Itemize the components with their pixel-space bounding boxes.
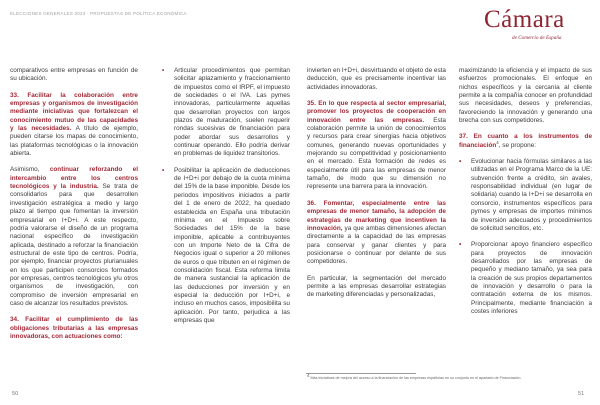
paragraph: invierten en I+D+i, desvirtuando el objeto de esta deducción, que es precisamente incentivar las actividades innovadoras. <box>307 67 446 91</box>
paragraph <box>10 166 138 308</box>
list-item <box>459 241 592 316</box>
list-item <box>459 158 592 233</box>
list-item <box>162 67 290 159</box>
paragraph: maximizando la eficiencia y el impacto de sus esfuerzos promocionales. El enfoque en nichos específicos y la cercanía al cliente permite a la compañía conocer en profundidad sus necesidades, deseos y preferencias, favoreciendo la innovación y generando una brecha con sus competidores. <box>459 67 592 125</box>
column-1 <box>10 67 138 341</box>
paragraph-36 <box>307 200 446 267</box>
paragraph: comparativos entre empresas en función de su ubicación. <box>10 67 138 83</box>
list-item-text: Evolucionar hacia fórmulas similares a las utilizadas en el Programa Marco de la UE: subvención frente a crédito, sin avales, responsabilidad individual (en lugar de solidaria) cuando la I+D+i se desarrolla en consorcio, instrumentos específicos para pymes y empresas de importes mínimos de inversión adecuados y procedimientos de solicitud sencillos, etc. <box>471 158 592 232</box>
paragraph: En particular, la segmentación del mercado permite a las empresas desarrollar estrategias de marketing diferenciadas y personalizadas, <box>307 274 446 299</box>
text-run: , se propone: <box>498 141 537 149</box>
column-3 <box>307 67 446 300</box>
proposal-36-heading: 36. Fomentar, especialmente entre las empresas de menor tamaño, la adopción de estrategias de marketing que incentiven la innovación, <box>307 199 446 232</box>
column-4 <box>459 67 592 324</box>
list-item <box>162 167 290 326</box>
running-header: ELECCIONES GENERALES 2023 · PROPUESTAS DE POLÍTICA ECONÓMICA <box>10 11 187 16</box>
footnote <box>307 373 597 381</box>
bullet-icon: • <box>162 166 165 174</box>
logo-subtitle: de Comercio de España <box>512 35 562 41</box>
bullet-icon: • <box>459 158 462 166</box>
list-item-text: Articular procedimientos que permitan solicitar aplazamiento y fraccionamiento de impuestos como el IRPF, el impuesto de sociedades o el IVA. Las pymes innovadoras, particularmente aquellas que desarrollan proyectos con largos plazos de maduración, suelen requerir rondas sucesivas de financiación para poder abordar sus desarrollos y continuar operando. Ello podría derivar en problemas de liquidez transitorios. <box>174 67 290 158</box>
camara-logo <box>484 6 590 44</box>
footnote-text: Más iniciativas de mejora del acceso a la financiación de las empresas españolas en su conjunto en el apartado de Financiación. <box>309 376 522 381</box>
proposal-33-heading: 33. Facilitar la colaboración entre empresas y organismos de investigación mediante iniciativas que fortalezcan el conocimiento mutuo de las capacidades y las necesidades. <box>10 91 138 133</box>
footnote-divider <box>306 373 416 374</box>
list-item-text: Posibilitar la aplicación de deducciones de I+D+i por debajo de la cuota mínima del 15% de la base imponible. Desde los periodos impositivos iniciados a partir del 1 de enero de 2022, ha quedado establecida en España una tributación mínima en el Impuesto sobre Sociedades del 15% de la base imponible, aplicable a contribuyentes con un Importe Neto de la Cifra de Negocios igual o superior a 20 millones de euros o que tributen en el régimen de consolidación fiscal. Esta reforma limita de manera sustancial la aplicación de las deducciones por inversión y en especial la deducción por I+D+i, e incluso en muchos casos, imposibilita su aplicación. Por tanto, perjudica a las empresas que <box>174 166 290 324</box>
bullet-icon: • <box>162 67 165 74</box>
footnote-ref[interactable]: 4 <box>496 139 499 145</box>
column-2 <box>162 67 290 333</box>
text-run: Se trata de consolidarlos para que desarrollen investigación estratégica a medio y largo plazo al tiempo que fomentan la inversión empresarial en I+D+i. A este respecto, podría valorarse el diseño de un programa nacional específico de investigación aplicada, destinado a reforzar la financiación estructural de este tipo de centros. Podría, por ejemplo, financiar proyectos plurianuales en los que participen consorcios formados por empresas, centros tecnológicos y/u otros organismos de investigación, con compromiso de inversión empresarial en caso de alcanzar los resultados previstos. <box>10 183 138 307</box>
proposal-36-body: ya que ambas dimensiones afectan directamente a la capacidad de las empresas para conservar y ganar clientes y para posicionarse o continuar por delante de sus competidores. <box>307 224 446 266</box>
proposal-number: 35. En lo que respecta al sector empresarial, <box>307 100 446 108</box>
paragraph-37 <box>459 133 592 150</box>
proposal-35-body: Esta colaboración permite la unión de conocimientos y recursos para crear sinergias hacia objetivos comunes, generando nuevas oportunidades y mejorando su competitividad y posicionamiento en el mercado. Esta formación de redes es especialmente útil para las empresas de menor tamaño, de modo que su dimensión no represente una barrera para la innovación. <box>307 116 446 191</box>
bullet-icon: • <box>459 241 462 249</box>
logo-wordmark: Cámara <box>484 6 565 33</box>
highlight-text: continuar reforzando el intercambio entre los centros tecnológicos y la industria. <box>10 166 138 191</box>
list-item-text: Proporcionar apoyo financiero específico para proyectos de innovación desarrollados por las empresas de pequeño y mediano tamaño, ya sea para la creación de sus propios departamentos de innovación y desarrollo o para la contratación externa de los mismos. Principalmente, mediante financiación a costes inferiores <box>471 241 592 315</box>
bullet-list <box>162 67 290 325</box>
page-number-left: 50 <box>12 391 19 397</box>
bullet-list <box>459 158 592 316</box>
proposal-34-heading: 34. Facilitar el cumplimiento de las obligaciones tributarias a las empresas innovadoras, con actuaciones como: <box>10 316 138 340</box>
paragraph-35 <box>307 100 446 192</box>
proposal-35-heading: promover los proyectos de cooperación en innovación entre las empresas. <box>307 108 446 124</box>
proposal-33-body: A título de ejemplo, pueden citarse los mapas de conocimiento, las plataformas tecnológicas o la innovación abierta. <box>10 125 138 158</box>
paragraph-33 <box>10 92 138 159</box>
page-number-right: 51 <box>578 391 585 397</box>
proposal-number: 37. <box>459 133 474 141</box>
proposal-37-heading: En cuanto a los instrumentos de financiación <box>459 133 592 149</box>
text-run: Asimismo, <box>10 166 50 174</box>
footnote-mark: 4 <box>307 373 310 378</box>
